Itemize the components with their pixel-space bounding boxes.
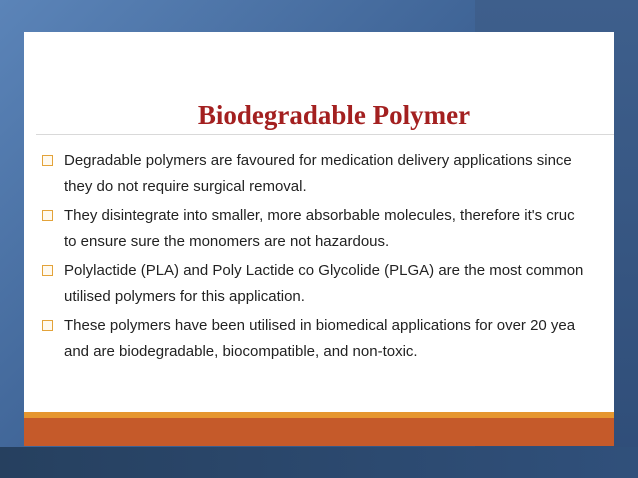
bullet-line: Degradable polymers are favoured for medication delivery applications since xyxy=(64,152,572,169)
slide-title: Biodegradable Polymer xyxy=(197,100,471,130)
bullet-line: to ensure sure the monomers are not hazardous. xyxy=(64,233,390,250)
title-divider xyxy=(36,134,614,135)
bullet-line: utilised polymers for this application. xyxy=(64,288,305,305)
slide xyxy=(24,32,614,446)
checkbox-bullet-icon xyxy=(42,210,53,221)
bullet-item xyxy=(42,313,614,365)
bullet-item xyxy=(42,148,614,200)
bullet-line: They disintegrate into smaller, more absorbable molecules, therefore it's cruc xyxy=(64,207,575,224)
bullet-item xyxy=(42,258,614,310)
bullet-line: and are biodegradable, biocompatible, and non-toxic. xyxy=(64,343,418,360)
checkbox-bullet-icon xyxy=(42,265,53,276)
bullet-list xyxy=(42,148,614,368)
checkbox-bullet-icon xyxy=(42,155,53,166)
background-panel-bottom xyxy=(0,447,638,478)
checkbox-bullet-icon xyxy=(42,320,53,331)
bullet-line: they do not require surgical removal. xyxy=(64,178,307,195)
bullet-item xyxy=(42,203,614,255)
bullet-line: Polylactide (PLA) and Poly Lactide co Glycolide (PLGA) are the most common xyxy=(64,262,584,279)
bullet-line: These polymers have been utilised in biomedical applications for over 20 yea xyxy=(64,317,576,334)
footer-bar xyxy=(24,418,614,446)
